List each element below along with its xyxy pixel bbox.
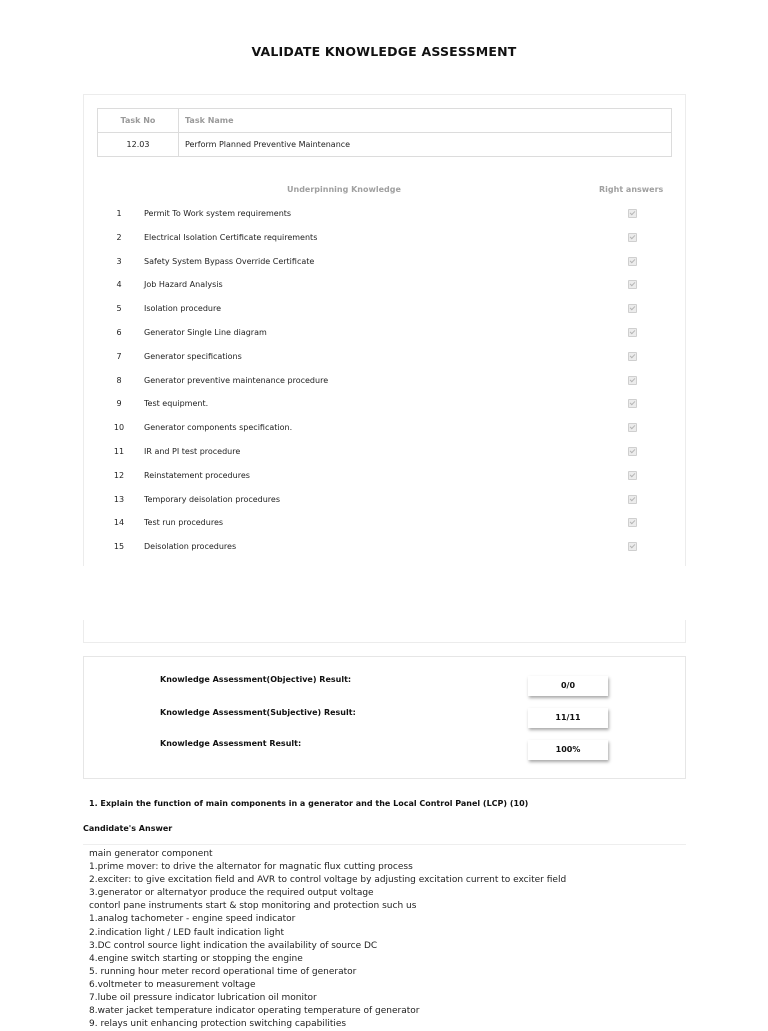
answer-line: 5. running hour meter record operational time of generator [89,966,357,977]
knowledge-item-label: Reinstatement procedures [144,470,250,480]
answer-line: main generator component [89,849,213,859]
knowledge-row [97,202,672,226]
knowledge-item-label: Test run procedures [144,518,224,528]
right-answer-checkbox[interactable] [628,328,637,337]
right-answer-checkbox[interactable] [628,233,637,242]
knowledge-item-label: Test equipment. [144,399,209,409]
right-answers-header: Right answers [599,185,664,194]
knowledge-item-number: 14 [113,518,125,528]
knowledge-row [97,535,672,559]
knowledge-row [97,440,672,464]
subjective-result-label: Knowledge Assessment(Subjective) Result: [160,708,356,717]
knowledge-item-label: Generator Single Line diagram [144,327,267,337]
knowledge-item-number: 4 [116,280,122,290]
right-answer-checkbox[interactable] [628,280,637,289]
knowledge-item-number: 12 [113,470,125,480]
objective-result-label: Knowledge Assessment(Objective) Result: [160,675,352,684]
right-answer-checkbox[interactable] [628,352,637,361]
knowledge-item-number: 13 [113,494,125,504]
answer-line: 9. relays unit enhancing protection switching capabilities [89,1019,347,1030]
right-answer-checkbox[interactable] [628,447,637,456]
knowledge-row [97,297,672,321]
knowledge-row [97,250,672,274]
knowledge-item-label: Isolation procedure [144,304,222,314]
knowledge-item-number: 10 [113,423,125,433]
knowledge-item-label: Permit To Work system requirements [144,209,292,218]
knowledge-item-number: 15 [113,542,125,552]
right-answer-checkbox[interactable] [628,399,637,408]
answer-line: 3.DC control source light indication the availability of source DC [89,940,378,951]
right-answer-checkbox[interactable] [628,376,637,385]
knowledge-row [97,416,672,440]
right-answer-checkbox[interactable] [628,209,637,218]
subjective-result-value: 11/11 [528,708,608,728]
right-answer-checkbox[interactable] [628,257,637,266]
right-answer-checkbox[interactable] [628,518,637,527]
objective-result-value: 0/0 [528,676,608,696]
right-answer-checkbox[interactable] [628,471,637,480]
knowledge-item-label: Electrical Isolation Certificate requirements [144,232,318,242]
answer-line: 8.water jacket temperature indicator operating temperature of generator [89,1006,420,1017]
overall-result-label: Knowledge Assessment Result: [160,739,302,748]
answer-line: 1.prime mover: to drive the alternator for magnatic flux cutting process [89,862,413,873]
knowledge-item-number: 5 [116,304,122,314]
right-answer-checkbox[interactable] [628,423,637,432]
knowledge-row [97,345,672,369]
task-table-header [98,109,672,133]
knowledge-row [97,488,672,512]
knowledge-item-number: 1 [116,209,122,218]
task-name-header: Task Name [179,109,672,133]
knowledge-item-label: Temporary deisolation procedures [144,494,281,504]
answer-line: 6.voltmeter to measurement voltage [89,979,256,990]
knowledge-item-label: Generator preventive maintenance procedure [144,375,329,385]
knowledge-item-label: Generator components specification. [144,423,293,433]
overall-result-value: 100% [528,740,608,760]
answer-line: contorl pane instruments start & stop monitoring and protection such us [89,901,417,912]
candidate-answer-text [89,848,679,1031]
page-title: VALIDATE KNOWLEDGE ASSESSMENT [251,44,517,59]
knowledge-item-label: Deisolation procedures [144,542,237,552]
knowledge-row [97,321,672,345]
task-no-cell: 12.03 [98,133,179,157]
question-text: 1. Explain the function of main components in a generator and the Local Control Panel (LCP) (10) [89,799,529,808]
knowledge-item-label: Safety System Bypass Override Certificate [144,256,315,266]
answer-line: 2.indication light / LED fault indication light [89,927,284,938]
task-table-row [98,133,672,157]
answer-line: 2.exciter: to give excitation field and AVR to control voltage by adjusting excitation current to exciter field [89,875,567,886]
knowledge-item-number: 6 [116,327,122,337]
right-answer-checkbox[interactable] [628,304,637,313]
knowledge-item-label: IR and PI test procedure [144,446,241,456]
answer-divider [83,844,686,845]
knowledge-item-number: 7 [116,351,122,361]
knowledge-item-number: 8 [116,375,122,385]
right-answer-checkbox[interactable] [628,495,637,504]
underpinning-knowledge-header: Underpinning Knowledge [287,185,401,194]
answer-line: 7.lube oil pressure indicator lubrication oil monitor [89,993,317,1004]
knowledge-item-number: 3 [116,256,122,266]
knowledge-item-number: 9 [116,399,122,409]
knowledge-item-label: Generator specifications [144,351,242,361]
knowledge-item-number: 11 [113,446,125,456]
knowledge-item-label: Job Hazard Analysis [144,280,223,290]
right-answer-checkbox[interactable] [628,542,637,551]
knowledge-row [97,511,672,535]
knowledge-row [97,273,672,297]
candidate-answer-label: Candidate's Answer [83,824,173,833]
answer-line: 3.generator or alternatyor produce the required output voltage [89,888,374,899]
task-no-header: Task No [98,109,179,133]
knowledge-row [97,392,672,416]
knowledge-row [97,226,672,250]
knowledge-row [97,464,672,488]
knowledge-list [97,202,672,559]
answer-line: 4.engine switch starting or stopping the engine [89,953,303,964]
panel-footer [83,620,686,643]
answer-line: 1.analog tachometer - engine speed indicator [89,914,296,925]
task-name-cell: Perform Planned Preventive Maintenance [179,133,672,157]
task-table [97,108,672,157]
knowledge-item-number: 2 [116,232,122,242]
knowledge-row [97,369,672,393]
